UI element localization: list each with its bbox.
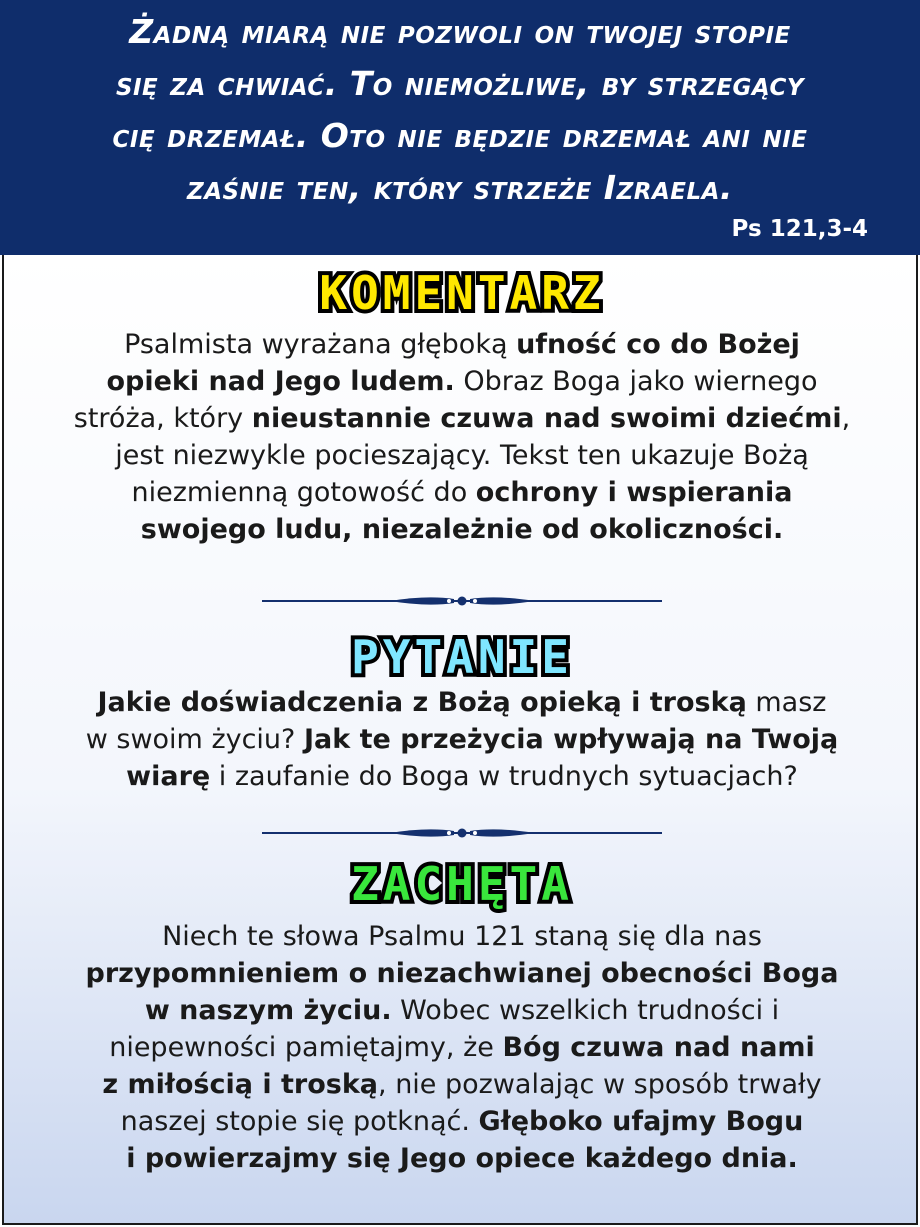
body-text: , nie pozwalając w sposób trwały (378, 1069, 822, 1100)
emphasis-text: w naszym życiu. (144, 995, 392, 1026)
zacheta-text (14, 918, 910, 1177)
zacheta-heading: ZACHĘTA (351, 857, 573, 911)
content-panel (2, 255, 918, 1225)
verse-text (0, 6, 920, 214)
body-text: jest niezwykle pocieszający. Tekst ten ukazuje Bożą (115, 440, 809, 471)
verse-header (0, 0, 920, 255)
pytanie-text (14, 684, 910, 795)
ornamental-divider-icon (262, 594, 662, 608)
body-text: Psalmista wyrażana głęboką (124, 329, 517, 360)
verse-line: Żadną miarą nie pozwoli on twojej stopie (129, 12, 791, 51)
verse-line: cię drzemał. Oto nie będzie drzemał ani nie (112, 116, 808, 155)
emphasis-text: i powierzajmy się Jego opiece każdego dnia. (126, 1143, 798, 1174)
body-text: Niech te słowa Psalmu 121 staną się dla nas (162, 921, 762, 952)
body-text: stróża, który (73, 403, 252, 434)
emphasis-text: opieki nad Jego ludem. (106, 366, 455, 397)
body-text: , (841, 403, 851, 434)
emphasis-text: wiarę (126, 761, 211, 792)
verse-line: się za chwiać. To niemożliwe, by strzegący (115, 64, 805, 103)
ornamental-divider-icon (262, 826, 662, 840)
verse-reference: Ps 121,3-4 (731, 216, 868, 242)
body-text: niepewności pamiętajmy, że (109, 1032, 503, 1063)
body-text: i zaufanie do Boga w trudnych sytuacjach? (210, 761, 798, 792)
body-text: Obraz Boga jako wiernego (454, 366, 818, 397)
pytanie-heading: PYTANIE (351, 630, 573, 684)
emphasis-text: nieustannie czuwa nad swoimi dziećmi (251, 403, 842, 434)
emphasis-text: ochrony i wspierania (475, 477, 793, 508)
emphasis-text: Bóg czuwa nad nami (502, 1032, 815, 1063)
verse-line: zaśnie ten, który strzeże Izraela. (187, 168, 733, 207)
emphasis-text: z miłością i troską (102, 1069, 379, 1100)
emphasis-text: ufność co do Bożej (516, 329, 800, 360)
emphasis-text: Jak te przeżycia wpływają na Twoją (303, 724, 839, 755)
emphasis-text: przypomnieniem o niezachwianej obecności Boga (85, 958, 839, 989)
body-text: masz (746, 687, 827, 718)
komentarz-text (14, 326, 910, 548)
body-text: naszej stopie się potknąć. (120, 1106, 479, 1137)
emphasis-text: Głęboko ufajmy Bogu (478, 1106, 804, 1137)
body-text: Wobec wszelkich trudności i (391, 995, 780, 1026)
body-text: w swoim życiu? (85, 724, 304, 755)
emphasis-text: swojego ludu, niezależnie od okoliczności. (140, 514, 784, 545)
body-text: niezmienną gotowość do (131, 477, 476, 508)
emphasis-text: Jakie doświadczenia z Bożą opieką i troską (97, 687, 747, 718)
komentarz-heading: KOMENTARZ (319, 266, 605, 320)
